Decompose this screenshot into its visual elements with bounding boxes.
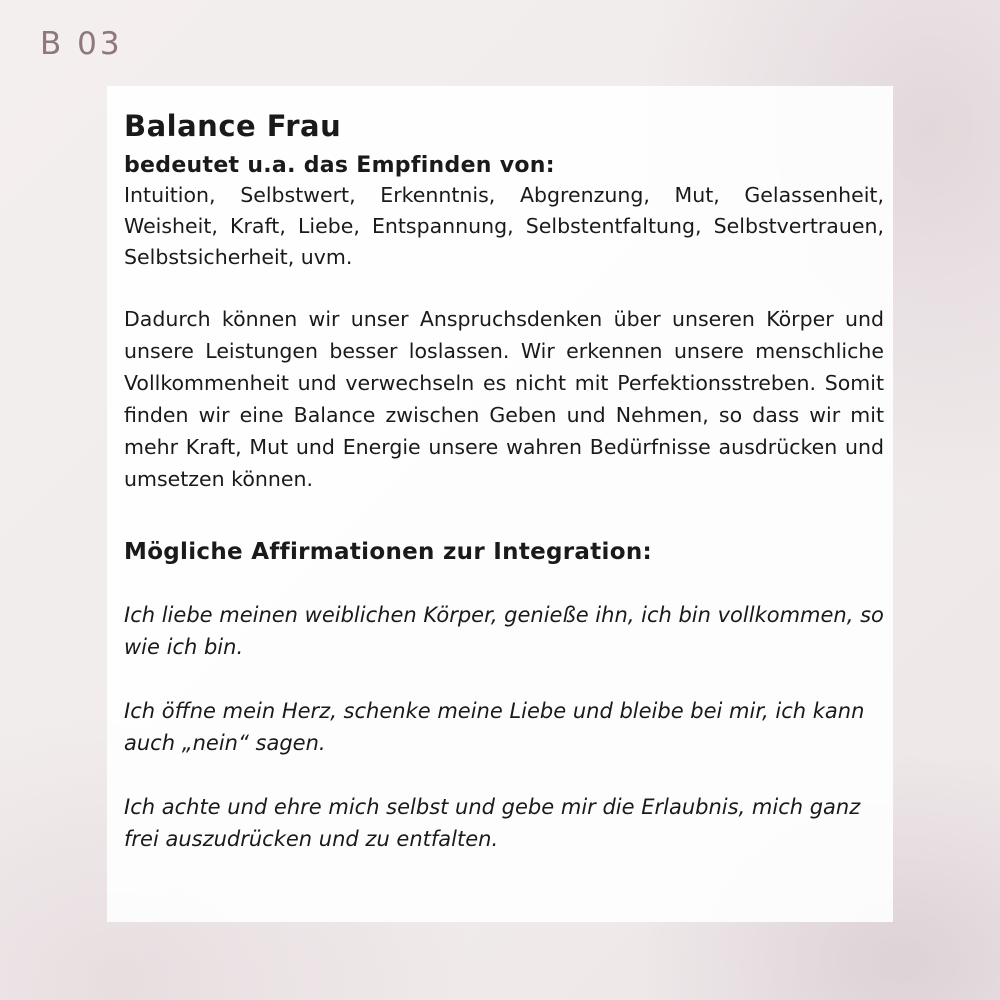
- content-card: [107, 86, 893, 922]
- card-content: [124, 106, 884, 855]
- description-paragraph: Dadurch können wir unser Anspruchsdenken über unseren Körper und unsere Leistungen besser loslassen. Wir erkennen unsere menschliche Vollkommenheit und verwechseln es nicht mit Perfektionsstreben. Somit finden wir eine Balance zwischen Geben und Nehmen, so dass wir mit mehr Kraft, Mut und Energie unsere wahren Bedürfnisse ausdrücken und umsetzen können.: [124, 307, 884, 491]
- affirmation-item: Ich liebe meinen weiblichen Körper, genieße ihn, ich bin vollkommen, so wie ich bin.: [124, 603, 884, 659]
- card-title: Balance Frau: [124, 109, 342, 143]
- page-code: B 03: [40, 26, 123, 62]
- affirmation-item: Ich achte und ehre mich selbst und gebe mir die Erlaubnis, mich ganz frei auszudrücken und zu entfalten.: [124, 795, 861, 851]
- card-subtitle: bedeutet u.a. das Empfinden von:: [124, 153, 555, 178]
- qualities-list: Intuition, Selbstwert, Erkenntnis, Abgrenzung, Mut, Gelassenheit, Weisheit, Kraft, Liebe, Entspannung, Selbstentfaltung, Selbstvertrauen, Selbstsicherheit, uvm.: [124, 183, 884, 269]
- affirmations-heading: Mögliche Affirmationen zur Integration:: [124, 539, 653, 565]
- affirmation-item: Ich öffne mein Herz, schenke meine Liebe und bleibe bei mir, ich kann auch „nein“ sagen.: [124, 699, 865, 755]
